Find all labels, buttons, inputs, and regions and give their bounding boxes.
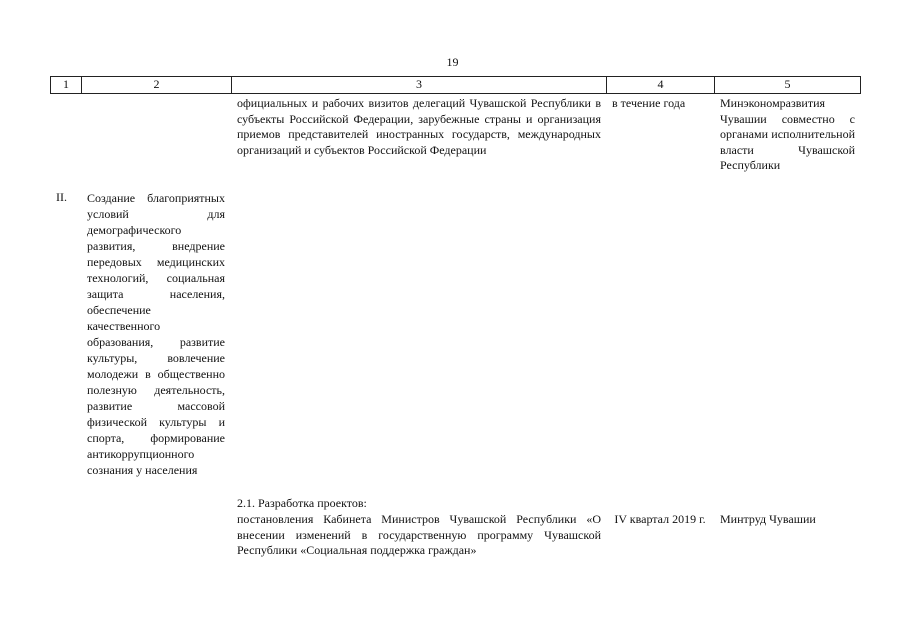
header-col-4: 4	[657, 77, 664, 91]
header-divider	[860, 76, 861, 93]
row-1-measure: официальных и рабочих визитов делегаций Чувашской Республики в субъекты Российской Федерации, зарубежные страны и организация приемов представителей иностранных государств, международных организаций и субъектов Российской Федерации	[237, 96, 601, 157]
row-1-deadline: в течение года	[612, 96, 686, 110]
header-col-5: 5	[784, 77, 791, 91]
row-1-responsible: Минэкономразвития Чувашии совместно с органами исполнительной власти Чувашской Республики	[720, 96, 855, 173]
header-col-1: 1	[63, 77, 69, 91]
section-number: II.	[56, 190, 67, 204]
table-header-bottom-rule	[50, 93, 861, 94]
section-title: Создание благоприятных условий для демографического развития, внедрение передовых медицинских технологий, социальная защита населения, обеспечение качественного образования, развитие культуры, вовлечение молодежи в общественно полезную деятельность, развитие массовой физической культуры и спорта, формирование антикоррупционного сознания у населения	[87, 191, 225, 477]
header-col-2: 2	[153, 77, 160, 91]
row-2-responsible: Минтруд Чувашии	[720, 512, 816, 526]
row-2-measure: постановления Кабинета Министров Чувашской Республики «О внесении изменений в государственную программу Чувашской Республики «Социальная поддержка граждан»	[237, 512, 601, 558]
row-2-heading: 2.1. Разработка проектов:	[237, 496, 367, 510]
row-2-deadline: IV квартал 2019 г.	[614, 512, 706, 526]
page-number: 19	[446, 55, 459, 69]
header-col-3: 3	[416, 77, 422, 91]
